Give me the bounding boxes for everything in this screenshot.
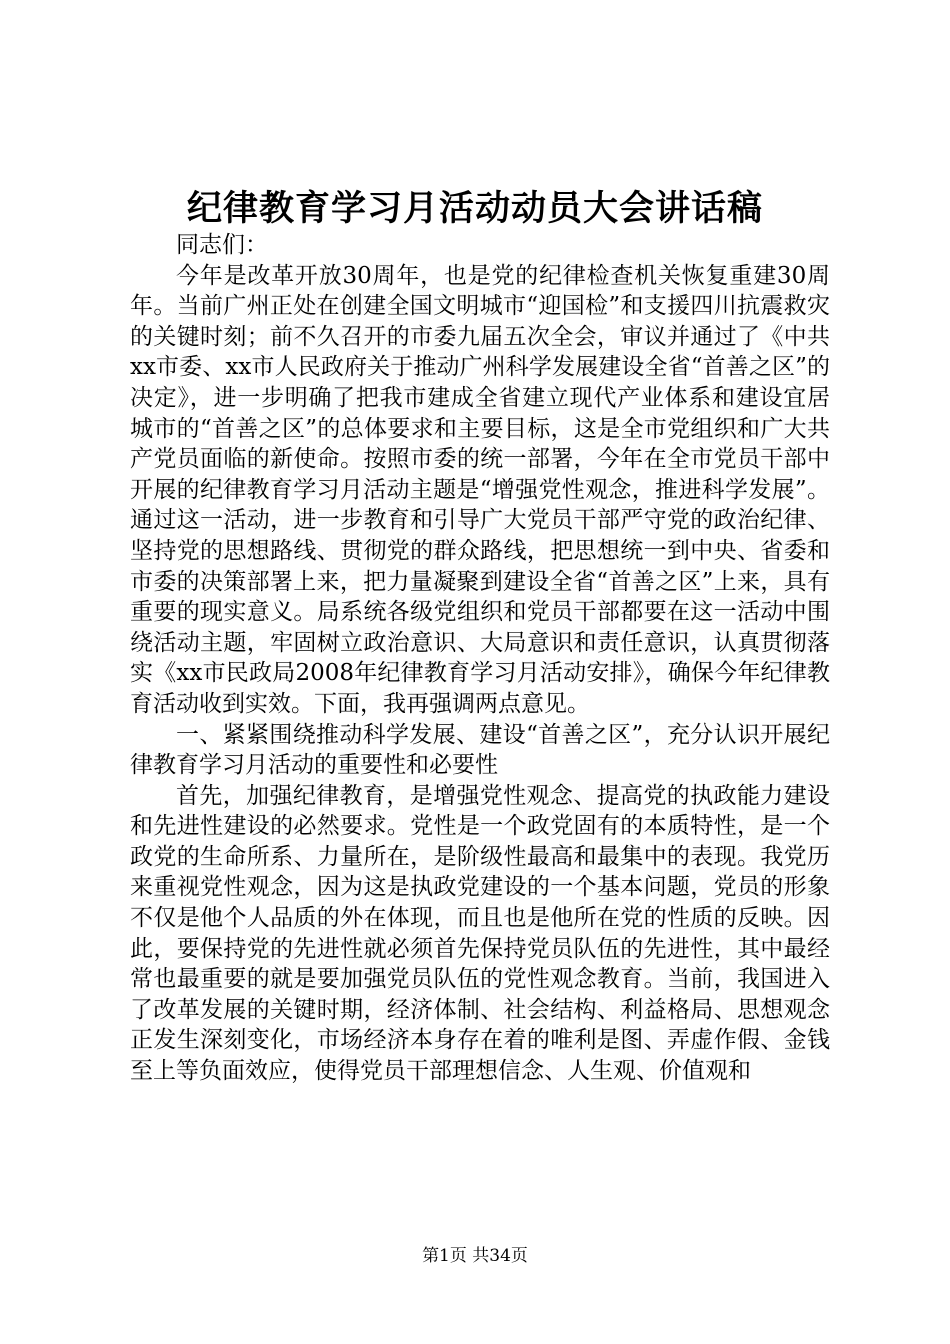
document-title: 纪律教育学习月活动动员大会讲话稿 [186,188,763,229]
salutation: 同志们： [176,232,268,258]
page-footer: 第1页 共34页 [422,1246,528,1266]
document-body [130,230,830,1087]
paragraph-first-point: 首先，加强纪律教育，是增强党性观念、提高党的执政能力建设和先进性建设的必然要求。党性是一个政党固有的本质特性，是一个政党的生命所系、力量所在，是阶级性最高和最集中的表现。我党历来重视党性观念，因为这是执政党建设的一个基本问题，党员的形象不仅是他个人品质的外在体现，而且也是他所在党的性质的反映。因此，要保持党的先进性就必须首先保持党员队伍的先进性，其中最经常也最重要的就是要加强党员队伍的党性观念教育。当前，我国进入了改革发展的关键时期，经济体制、社会结构、利益格局、思想观念正发生深刻变化，市场经济本身存在着的唯利是图、弄虚作假、金钱至上等负面效应，使得党员干部理想信念、人生观、价值观和 [130,782,830,1085]
paragraph-intro: 今年是改革开放30周年，也是党的纪律检查机关恢复重建30周年。当前广州正处在创建全国文明城市“迎国检”和支援四川抗震救灾的关键时刻；前不久召开的市委九届五次全会，审议并通过了《中共xx市委、xx市人民政府关于推动广州科学发展建设全省“首善之区”的决定》，进一步明确了把我市建成全省建立现代产业体系和建设宜居城市的“首善之区”的总体要求和主要目标，这是全市党组织和广大共产党员面临的新使命。按照市委的统一部署，今年在全市党员干部中开展的纪律教育学习月活动主题是“增强党性观念，推进科学发展”。通过这一活动，进一步教育和引导广大党员干部严守党的政治纪律、坚持党的思想路线、贯彻党的群众路线，把思想统一到中央、省委和市委的决策部署上来，把力量凝聚到建设全省“首善之区”上来，具有重要的现实意义。局系统各级党组织和党员干部都要在这一活动中围绕活动主题，牢固树立政治意识、大局意识和责任意识，认真贯彻落实《xx市民政局2008年纪律教育学习月活动安排》，确保今年纪律教育活动收到实效。下面，我再强调两点意见。 [130,262,830,717]
section-heading-1: 一、紧紧围绕推动科学发展、建设“首善之区”，充分认识开展纪律教育学习月活动的重要性和必要性 [130,721,830,779]
